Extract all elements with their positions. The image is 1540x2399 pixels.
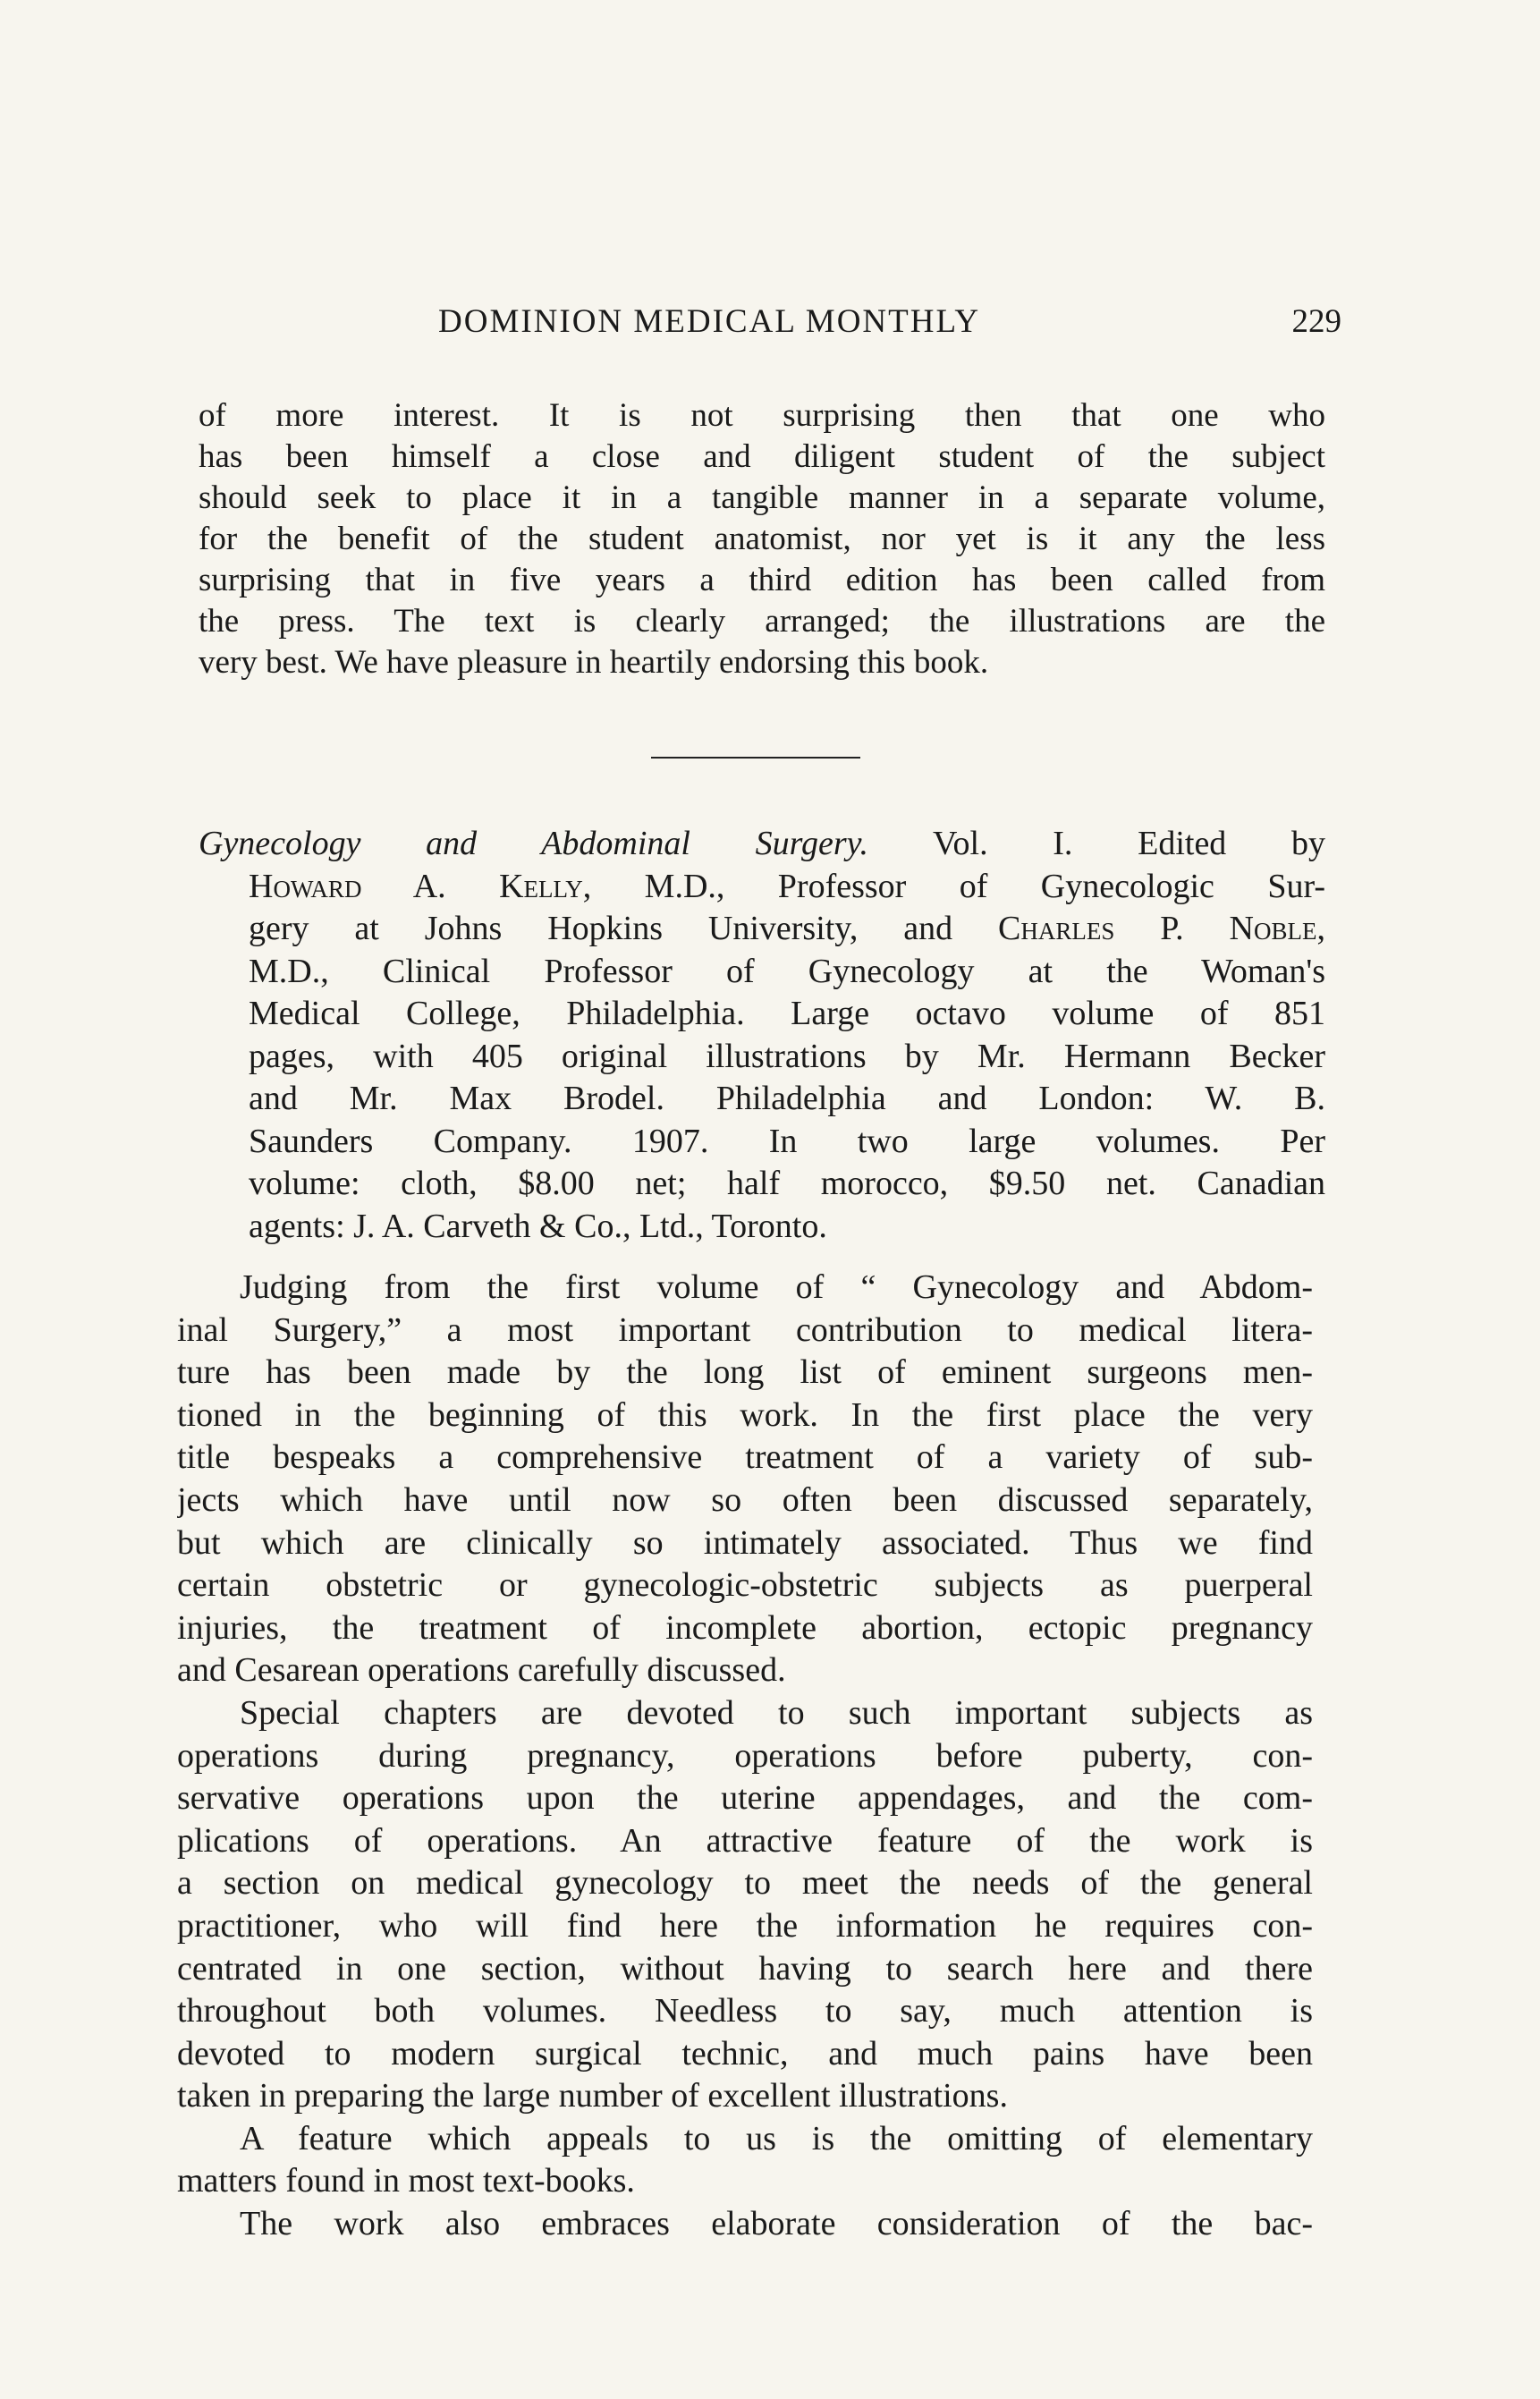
citation-line: Howard A. Kelly, M.D., Professor of Gynecologic Sur- bbox=[249, 867, 1325, 905]
text-line: injuries, the treatment of incomplete abortion, ectopic pregnancy bbox=[177, 1608, 1313, 1647]
text-line: operations during pregnancy, operations before puberty, con- bbox=[177, 1736, 1313, 1775]
citation-line: agents: J. A. Carveth & Co., Ltd., Toronto. bbox=[249, 1207, 827, 1245]
running-head bbox=[197, 302, 1341, 356]
text-line: servative operations upon the uterine appendages, and the com- bbox=[177, 1779, 1313, 1818]
text-line: certain obstetric or gynecologic-obstetric subjects as puerperal bbox=[177, 1566, 1313, 1605]
text-line: the press. The text is clearly arranged; the illustrations are the bbox=[199, 603, 1325, 640]
text-line: Special chapters are devoted to such important subjects as bbox=[240, 1693, 1313, 1732]
text-line: jects which have until now so often been discussed separately, bbox=[177, 1480, 1313, 1519]
text-line: should seek to place it in a tangible manner in a separate volume, bbox=[199, 479, 1325, 516]
continued-review-paragraph bbox=[199, 395, 1325, 683]
text-line: plications of operations. An attractive feature of the work is bbox=[177, 1821, 1313, 1860]
text-line: of more interest. It is not surprising then that one who bbox=[199, 397, 1325, 434]
text-line: A feature which appeals to us is the omitting of elementary bbox=[240, 2119, 1313, 2157]
text-line: matters found in most text-books. bbox=[177, 2162, 635, 2200]
text-line: tioned in the beginning of this work. In the first place the very bbox=[177, 1395, 1313, 1434]
author-name: Charles P. Noble bbox=[998, 910, 1317, 947]
section-divider bbox=[651, 757, 860, 759]
citation-line: Saunders Company. 1907. In two large volumes. Per bbox=[249, 1122, 1325, 1160]
text-line: inal Surgery,” a most important contribution to medical litera- bbox=[177, 1310, 1313, 1349]
text-line: very best. We have pleasure in heartily endorsing this book. bbox=[199, 644, 989, 681]
text-line: The work also embraces elaborate consideration of the bac- bbox=[240, 2205, 1313, 2243]
citation-line: and Mr. Max Brodel. Philadelphia and London: W. B. bbox=[249, 1080, 1325, 1117]
text-line: Judging from the first volume of “ Gynecology and Abdom- bbox=[240, 1268, 1313, 1306]
citation-line: M.D., Clinical Professor of Gynecology at the Woman's bbox=[249, 952, 1325, 990]
text-line: centrated in one section, without having to search here and there bbox=[177, 1949, 1313, 1988]
review-body bbox=[177, 1267, 1313, 2246]
text-line: but which are clinically so intimately associated. Thus we find bbox=[177, 1523, 1313, 1562]
author-name: Howard A. Kelly bbox=[249, 867, 583, 905]
text-line: throughout both volumes. Needless to say, much attention is bbox=[177, 1992, 1313, 2030]
text-line: surprising that in five years a third edition has been called from bbox=[199, 562, 1325, 598]
book-citation bbox=[199, 823, 1325, 1248]
text-line: devoted to modern surgical technic, and much pains have been bbox=[177, 2034, 1313, 2073]
text-line: has been himself a close and diligent student of the subject bbox=[199, 438, 1325, 475]
citation-line: Gynecology and Abdominal Surgery. Vol. I. Edited by bbox=[199, 825, 1325, 862]
book-title: Gynecology and Abdominal Surgery. bbox=[199, 825, 868, 862]
text-line: a section on medical gynecology to meet the needs of the general bbox=[177, 1864, 1313, 1903]
text-line: for the benefit of the student anatomist, nor yet is it any the less bbox=[199, 521, 1325, 557]
text-line: practitioner, who will find here the information he requires con- bbox=[177, 1906, 1313, 1945]
text-line: ture has been made by the long list of eminent surgeons men- bbox=[177, 1353, 1313, 1392]
citation-line: Medical College, Philadelphia. Large octavo volume of 851 bbox=[249, 995, 1325, 1032]
citation-line: pages, with 405 original illustrations by Mr. Hermann Becker bbox=[249, 1037, 1325, 1075]
text-line: taken in preparing the large number of excellent illustrations. bbox=[177, 2077, 1008, 2115]
text-line: title bespeaks a comprehensive treatment of a variety of sub- bbox=[177, 1438, 1313, 1477]
running-title: DOMINION MEDICAL MONTHLY bbox=[438, 303, 981, 340]
citation-line: volume: cloth, $8.00 net; half morocco, $9.50 net. Canadian bbox=[249, 1165, 1325, 1202]
text-line: and Cesarean operations carefully discussed. bbox=[177, 1651, 786, 1690]
citation-line: gery at Johns Hopkins University, and Charles P. Noble, bbox=[249, 910, 1325, 947]
page-number: 229 bbox=[1291, 303, 1341, 340]
